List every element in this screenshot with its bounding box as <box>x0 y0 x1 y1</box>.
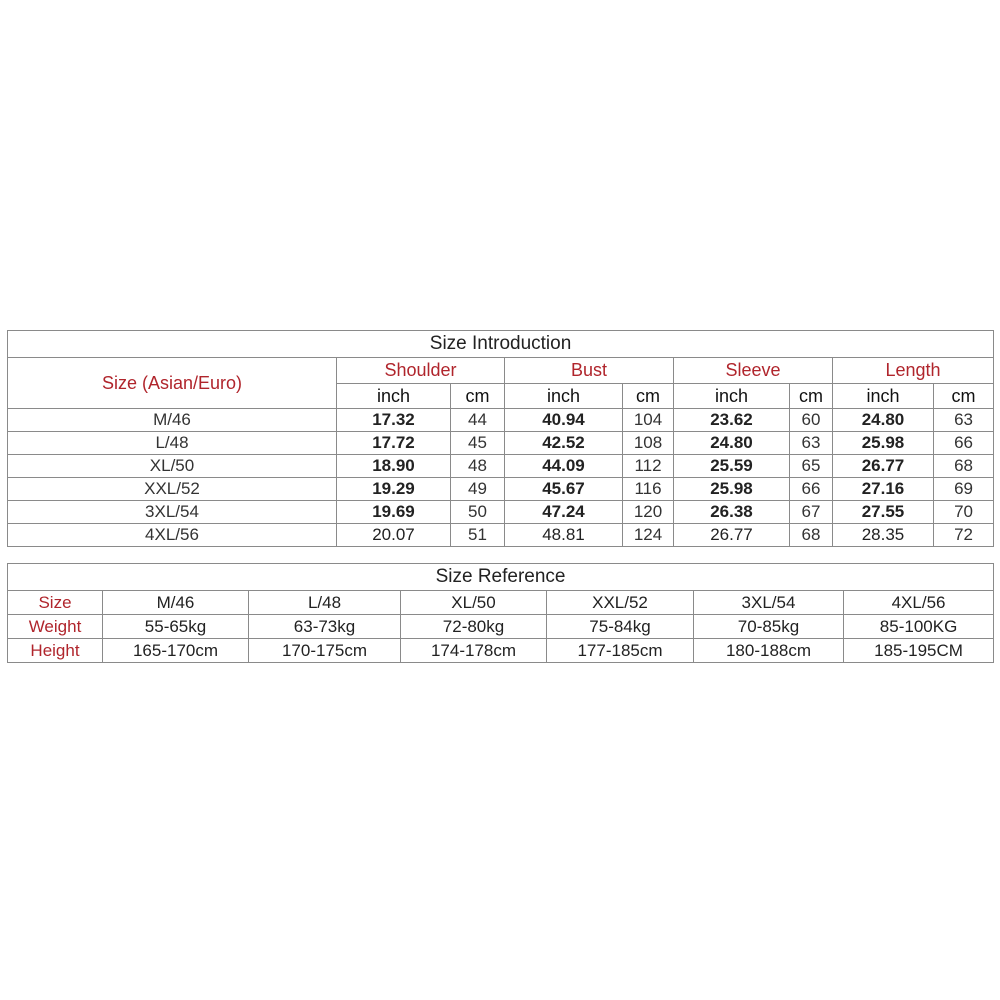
bust-inch-cell: 40.94 <box>505 409 623 432</box>
size-introduction-table <box>7 330 994 547</box>
shoulder-inch-cell: 17.32 <box>337 409 451 432</box>
length-inch-cell: 27.16 <box>833 478 934 501</box>
bust-inch-cell: 48.81 <box>505 524 623 547</box>
bust-inch-unit: inch <box>505 384 623 409</box>
size-cell: 4XL/56 <box>8 524 337 547</box>
shoulder-cm-cell: 45 <box>451 432 505 455</box>
length-cm-cell: 69 <box>934 478 994 501</box>
shoulder-inch-cell: 19.69 <box>337 501 451 524</box>
sleeve-cm-cell: 60 <box>790 409 833 432</box>
bust-header: Bust <box>505 358 674 384</box>
reference-size-cell: 4XL/56 <box>844 591 994 615</box>
shoulder-cm-cell: 50 <box>451 501 505 524</box>
length-cm-unit: cm <box>934 384 994 409</box>
shoulder-cm-cell: 48 <box>451 455 505 478</box>
bust-cm-cell: 120 <box>623 501 674 524</box>
height-cell: 180-188cm <box>694 639 844 663</box>
bust-inch-cell: 47.24 <box>505 501 623 524</box>
reference-size-cell: 3XL/54 <box>694 591 844 615</box>
bust-inch-cell: 42.52 <box>505 432 623 455</box>
sleeve-cm-cell: 67 <box>790 501 833 524</box>
length-cm-cell: 70 <box>934 501 994 524</box>
sleeve-inch-cell: 25.59 <box>674 455 790 478</box>
size-reference-table <box>7 563 994 663</box>
weight-cell: 55-65kg <box>103 615 249 639</box>
shoulder-cm-unit: cm <box>451 384 505 409</box>
sleeve-inch-cell: 25.98 <box>674 478 790 501</box>
size-column-header: Size (Asian/Euro) <box>8 358 337 409</box>
reference-size-cell: XL/50 <box>401 591 547 615</box>
table-row <box>8 615 994 639</box>
bust-cm-cell: 104 <box>623 409 674 432</box>
length-inch-cell: 26.77 <box>833 455 934 478</box>
height-label: Height <box>8 639 103 663</box>
height-cell: 165-170cm <box>103 639 249 663</box>
sleeve-inch-cell: 23.62 <box>674 409 790 432</box>
shoulder-inch-cell: 18.90 <box>337 455 451 478</box>
height-cell: 177-185cm <box>547 639 694 663</box>
shoulder-header: Shoulder <box>337 358 505 384</box>
bust-cm-cell: 108 <box>623 432 674 455</box>
sleeve-inch-unit: inch <box>674 384 790 409</box>
table-row <box>8 524 994 547</box>
shoulder-inch-unit: inch <box>337 384 451 409</box>
sleeve-header: Sleeve <box>674 358 833 384</box>
weight-label: Weight <box>8 615 103 639</box>
reference-size-cell: M/46 <box>103 591 249 615</box>
weight-cell: 70-85kg <box>694 615 844 639</box>
shoulder-inch-cell: 20.07 <box>337 524 451 547</box>
length-cm-cell: 68 <box>934 455 994 478</box>
length-cm-cell: 66 <box>934 432 994 455</box>
sleeve-inch-cell: 24.80 <box>674 432 790 455</box>
table-row <box>8 432 994 455</box>
size-cell: 3XL/54 <box>8 501 337 524</box>
bust-cm-cell: 112 <box>623 455 674 478</box>
bust-cm-cell: 116 <box>623 478 674 501</box>
length-inch-unit: inch <box>833 384 934 409</box>
height-cell: 170-175cm <box>249 639 401 663</box>
table-row <box>8 639 994 663</box>
size-label: Size <box>8 591 103 615</box>
size-cell: XL/50 <box>8 455 337 478</box>
size-cell: L/48 <box>8 432 337 455</box>
reference-size-cell: L/48 <box>249 591 401 615</box>
sleeve-cm-cell: 66 <box>790 478 833 501</box>
table-row <box>8 478 994 501</box>
sleeve-cm-cell: 68 <box>790 524 833 547</box>
shoulder-cm-cell: 49 <box>451 478 505 501</box>
size-cell: XXL/52 <box>8 478 337 501</box>
table-row <box>8 591 994 615</box>
size-reference-title: Size Reference <box>8 564 994 591</box>
height-cell: 185-195CM <box>844 639 994 663</box>
sleeve-cm-cell: 65 <box>790 455 833 478</box>
size-cell: M/46 <box>8 409 337 432</box>
sleeve-cm-cell: 63 <box>790 432 833 455</box>
length-inch-cell: 28.35 <box>833 524 934 547</box>
weight-cell: 72-80kg <box>401 615 547 639</box>
weight-cell: 75-84kg <box>547 615 694 639</box>
bust-cm-unit: cm <box>623 384 674 409</box>
sleeve-inch-cell: 26.38 <box>674 501 790 524</box>
shoulder-cm-cell: 44 <box>451 409 505 432</box>
length-cm-cell: 63 <box>934 409 994 432</box>
table-row <box>8 409 994 432</box>
length-inch-cell: 27.55 <box>833 501 934 524</box>
length-header: Length <box>833 358 994 384</box>
bust-cm-cell: 124 <box>623 524 674 547</box>
length-inch-cell: 24.80 <box>833 409 934 432</box>
size-introduction-title: Size Introduction <box>8 331 994 358</box>
height-cell: 174-178cm <box>401 639 547 663</box>
bust-inch-cell: 45.67 <box>505 478 623 501</box>
shoulder-inch-cell: 17.72 <box>337 432 451 455</box>
table-row <box>8 455 994 478</box>
bust-inch-cell: 44.09 <box>505 455 623 478</box>
table-row <box>8 501 994 524</box>
shoulder-inch-cell: 19.29 <box>337 478 451 501</box>
sleeve-cm-unit: cm <box>790 384 833 409</box>
weight-cell: 63-73kg <box>249 615 401 639</box>
reference-size-cell: XXL/52 <box>547 591 694 615</box>
shoulder-cm-cell: 51 <box>451 524 505 547</box>
length-inch-cell: 25.98 <box>833 432 934 455</box>
sleeve-inch-cell: 26.77 <box>674 524 790 547</box>
weight-cell: 85-100KG <box>844 615 994 639</box>
length-cm-cell: 72 <box>934 524 994 547</box>
